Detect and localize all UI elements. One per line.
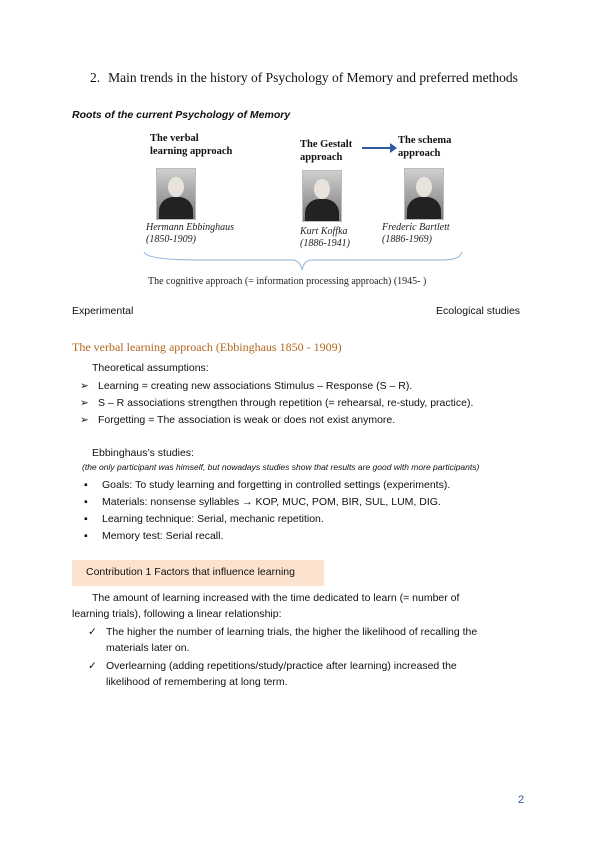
contribution-intro-line-1: The amount of learning increased with the time dedicated to learn (= number of: [92, 592, 460, 604]
koffka-portrait: [302, 170, 342, 222]
experimental-label: Experimental: [72, 305, 134, 317]
square-bullet-icon: ▪: [84, 479, 88, 491]
square-bullet-icon: ▪: [84, 513, 88, 525]
section-heading: [90, 70, 518, 86]
bartlett-portrait: [404, 168, 444, 220]
check-item-continuation: materials later on.: [106, 642, 190, 654]
assumptions-title: Theoretical assumptions:: [92, 362, 209, 374]
verbal-approach-label: The verbal learning approach: [150, 133, 233, 157]
ebbinghaus-caption: Hermann Ebbinghaus (1850-1909): [146, 222, 235, 245]
roots-title: Roots of the current Psychology of Memory: [72, 109, 291, 121]
list-item: ➢ Learning = creating new associations Stimulus – Response (S – R).: [80, 380, 413, 392]
ecological-label: Ecological studies: [436, 305, 521, 317]
arrowhead-bullet-icon: ➢: [80, 414, 89, 426]
contribution-title: Contribution 1 Factors that influence learning: [86, 566, 295, 578]
checkmark-icon: ✓: [88, 626, 97, 638]
arrowhead-bullet-icon: ➢: [80, 397, 89, 409]
square-bullet-icon: ▪: [84, 530, 88, 542]
list-item: ➢ Forgetting = The association is weak or does not exist anymore.: [80, 414, 396, 426]
timeline-bracket: [142, 250, 464, 274]
section-title: Main trends in the history of Psychology of Memory and preferred methods: [108, 70, 518, 85]
history-figure: [142, 128, 464, 292]
list-item: ➢ S – R associations strengthen through repetition (= rehearsal, re-study, practice).: [80, 397, 474, 409]
square-bullet-icon: ▪: [84, 496, 88, 508]
schema-approach-label: The schema approach: [398, 135, 452, 159]
check-item: ✓ Overlearning (adding repetitions/study/practice after learning) increased the: [88, 660, 457, 672]
list-item: ▪ Memory test: Serial recall.: [84, 530, 224, 542]
contribution-heading: [72, 560, 324, 586]
list-item: ▪ Materials: nonsense syllables → KOP, MUC, POM, BIR, SUL, LUM, DIG.: [84, 496, 441, 508]
arrow-icon: [360, 142, 398, 154]
ebbinghaus-portrait: [156, 168, 196, 220]
section-number: 2.: [90, 70, 101, 85]
cognitive-approach-label: The cognitive approach (= information processing approach) (1945- ): [148, 276, 427, 287]
check-item: ✓ The higher the number of learning trials, the higher the likelihood of recalling the: [88, 626, 478, 638]
arrowhead-bullet-icon: ➢: [80, 380, 89, 392]
contribution-intro-line-2: learning trials), following a linear relationship:: [72, 608, 282, 620]
page-number: 2: [518, 794, 525, 806]
check-item-continuation: likelihood of remembering at long term.: [106, 676, 288, 688]
verbal-learning-title: The verbal learning approach (Ebbinghaus 1850 - 1909): [72, 340, 342, 354]
list-item: ▪ Learning technique: Serial, mechanic repetition.: [84, 513, 324, 525]
gestalt-approach-label: The Gestalt approach: [300, 139, 353, 163]
studies-note: (the only participant was himself, but nowadays studies show that results are good with more participants): [82, 462, 480, 472]
koffka-caption: Kurt Koffka (1886-1941): [300, 226, 350, 249]
bartlett-caption: Frederic Bartlett (1886-1969): [382, 222, 450, 245]
checkmark-icon: ✓: [88, 660, 97, 672]
list-item: ▪ Goals: To study learning and forgetting in controlled settings (experiments).: [84, 479, 451, 491]
studies-title: Ebbinghaus’s studies:: [92, 447, 194, 459]
